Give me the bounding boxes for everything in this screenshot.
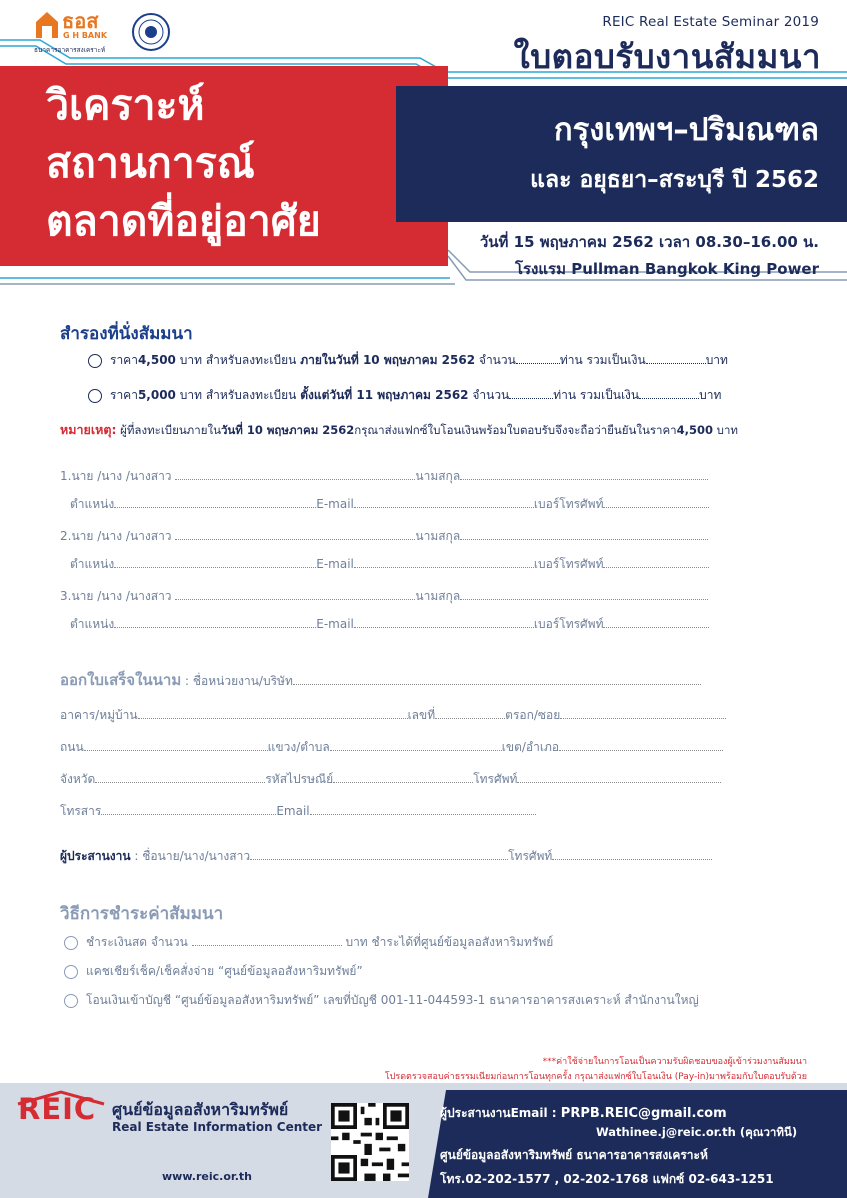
surname-field[interactable] bbox=[460, 469, 708, 480]
surname-field[interactable] bbox=[460, 589, 708, 600]
header bbox=[0, 0, 847, 300]
contact-email-2[interactable]: Wathinee.j@reic.or.th (คุณวาทินี) bbox=[596, 1125, 798, 1139]
name-label: 1.นาย /นาง /นางสาว bbox=[60, 469, 172, 483]
reserve-option-2[interactable] bbox=[88, 386, 721, 405]
attendee-1-name-row bbox=[60, 467, 708, 486]
opt2-deadline: ตั้งแต่วันที่ 11 พฤษภาคม 2562 bbox=[300, 388, 469, 402]
position-field[interactable] bbox=[114, 557, 316, 568]
alley-field[interactable] bbox=[560, 708, 726, 719]
attendee-2-contact-row bbox=[70, 555, 709, 574]
opt1-total-field[interactable] bbox=[646, 353, 706, 364]
main-title-line-3: ตลาดที่อยู่อาศัย bbox=[46, 197, 321, 245]
attendee-3-name-row bbox=[60, 587, 708, 606]
postcode-field[interactable] bbox=[333, 772, 473, 783]
phone-field[interactable] bbox=[603, 497, 709, 508]
company-label: : ชื่อหน่วยงาน/บริษัท bbox=[181, 674, 293, 688]
alley-label: ตรอก/ซอย bbox=[505, 708, 561, 722]
subdistrict-field[interactable] bbox=[330, 740, 502, 751]
ghb-logo bbox=[34, 10, 138, 56]
coordinator-name-field[interactable] bbox=[250, 849, 508, 860]
reserve-note bbox=[60, 420, 738, 440]
opt1-text-a: ราคา bbox=[110, 353, 138, 367]
qr-code-icon bbox=[331, 1103, 409, 1181]
email-field[interactable] bbox=[354, 497, 534, 508]
opt1-price: 4,500 bbox=[137, 353, 176, 367]
invoice-road-row bbox=[60, 738, 723, 757]
transfer-label: โอนเงินเข้าบัญชี “ศูนย์ข้อมูลอสังหาริมทรัพย์” เลขที่บัญชี 001-11-044593-1 ธนาคารอาคารสงเคราะห์ สำนักงานใหญ่ bbox=[86, 993, 699, 1007]
coordinator-label: ผู้ประสานงาน bbox=[60, 849, 131, 863]
phone-label: เบอร์โทรศัพท์ bbox=[533, 557, 604, 571]
position-label: ตำแหน่ง bbox=[70, 557, 115, 571]
opt1-count-label: จำนวน bbox=[475, 353, 516, 367]
note-unit: บาท bbox=[713, 423, 739, 437]
event-venue: โรงแรม Pullman Bangkok King Power bbox=[514, 260, 819, 278]
fax-label: โทรสาร bbox=[60, 804, 102, 818]
building-label: อาคาร/หมู่บ้าน bbox=[60, 708, 138, 722]
note-text-a: ผู้ที่ลงทะเบียนภายใน bbox=[116, 423, 221, 437]
coordinator-row bbox=[60, 847, 712, 866]
invoice-province-row bbox=[60, 770, 721, 789]
note-label: หมายเหตุ: bbox=[60, 422, 117, 437]
coordinator-phone-field[interactable] bbox=[552, 849, 712, 860]
position-label: ตำแหน่ง bbox=[70, 497, 115, 511]
footer-note-2: โปรดตรวจสอบค่าธรรมเนียมก่อนการโอนทุกครั้ง กรุณาส่งแฟกซ์ใบโอนเงิน (Pay-in)มาพร้อมกับใบตอบรับด้วย bbox=[384, 1072, 807, 1082]
website-link[interactable]: www.reic.or.th bbox=[162, 1170, 252, 1183]
opt2-unit: บาท bbox=[699, 388, 722, 402]
phone-field[interactable] bbox=[603, 617, 709, 628]
opt1-text-b: บาท สำหรับลงทะเบียน bbox=[175, 353, 301, 367]
road-label: ถนน bbox=[60, 740, 84, 754]
surname-label: นามสกุล bbox=[415, 589, 461, 603]
invoice-phone-field[interactable] bbox=[517, 772, 721, 783]
road-field[interactable] bbox=[84, 740, 268, 751]
opt2-total-label: ท่าน รวมเป็นเงิน bbox=[553, 388, 640, 402]
company-field[interactable] bbox=[293, 674, 701, 685]
reserve-option-1[interactable] bbox=[88, 351, 728, 370]
cheque-label: แคชเชียร์เช็ค/เช็คสั่งจ่าย “ศูนย์ข้อมูลอสังหาริมทรัพย์” bbox=[86, 964, 363, 978]
opt2-text-b: บาท สำหรับลงทะเบียน bbox=[175, 388, 301, 402]
name-label: 3.นาย /นาง /นางสาว bbox=[60, 589, 172, 603]
payment-option-cheque[interactable] bbox=[64, 962, 363, 981]
payment-option-cash[interactable] bbox=[64, 933, 553, 952]
subdistrict-label: แขวง/ตำบล bbox=[267, 740, 330, 754]
attendee-1-contact-row bbox=[70, 495, 709, 514]
opt1-deadline: ภายในวันที่ 10 พฤษภาคม 2562 bbox=[300, 353, 476, 367]
email-field[interactable] bbox=[354, 557, 534, 568]
coordinator-name-label: : ชื่อนาย/นาง/นางสาว bbox=[130, 849, 251, 863]
main-title-line-2: สถานการณ์ bbox=[46, 139, 255, 187]
opt2-total-field[interactable] bbox=[639, 388, 699, 399]
reic-english-name: Real Estate Information Center bbox=[112, 1120, 323, 1134]
district-label: เขต/อำเภอ bbox=[501, 740, 560, 754]
opt2-text-a: ราคา bbox=[110, 388, 138, 402]
invoice-phone-label: โทรศัพท์ bbox=[473, 772, 518, 786]
ghb-house-icon bbox=[34, 10, 60, 40]
phone-field[interactable] bbox=[603, 557, 709, 568]
opt1-total-label: ท่าน รวมเป็นเงิน bbox=[559, 353, 646, 367]
cash-amount-field[interactable] bbox=[192, 935, 342, 946]
note-price: 4,500 bbox=[676, 423, 714, 437]
phone-label: เบอร์โทรศัพท์ bbox=[533, 617, 604, 631]
position-field[interactable] bbox=[114, 497, 316, 508]
building-field[interactable] bbox=[138, 708, 408, 719]
name-field[interactable] bbox=[175, 529, 415, 540]
payment-section-title: วิธีการชำระค่าสัมมนา bbox=[60, 904, 224, 924]
name-field[interactable] bbox=[175, 469, 415, 480]
note-date: วันที่ 10 พฤษภาคม 2562 bbox=[220, 423, 355, 437]
fax-field[interactable] bbox=[101, 804, 276, 815]
phone-line: โทร.02-202-1577 , 02-202-1768 แฟกซ์ 02-643-1251 bbox=[440, 1172, 774, 1186]
province-label: จังหวัด bbox=[60, 772, 96, 786]
district-field[interactable] bbox=[559, 740, 723, 751]
radio-icon[interactable] bbox=[64, 936, 78, 950]
opt2-count-label: จำนวน bbox=[468, 388, 510, 402]
radio-icon[interactable] bbox=[64, 994, 78, 1008]
ghb-subtitle: ธนาคารอาคารสงเคราะห์ bbox=[34, 46, 106, 54]
province-field[interactable] bbox=[95, 772, 265, 783]
cash-note: บาท ชำระได้ที่ศูนย์ข้อมูลอสังหาริมทรัพย์ bbox=[345, 935, 554, 949]
reic-thai-name: ศูนย์ข้อมูลอสังหาริมทรัพย์ bbox=[112, 1100, 289, 1119]
invoice-section-title: ออกใบเสร็จในนาม bbox=[60, 671, 182, 689]
main-title bbox=[46, 76, 446, 250]
email-label: E-mail bbox=[316, 557, 354, 571]
opt1-count-field[interactable] bbox=[516, 353, 560, 364]
opt2-price: 5,000 bbox=[137, 388, 176, 402]
note-text-c: กรุณาส่งแฟกซ์ใบโอนเงินพร้อมใบตอบรับจึงจะถือว่ายืนยันในราคา bbox=[354, 423, 677, 437]
invoice-email-field[interactable] bbox=[310, 804, 536, 815]
radio-icon[interactable] bbox=[64, 965, 78, 979]
opt1-unit: บาท bbox=[705, 353, 728, 367]
surname-label: นามสกุล bbox=[415, 469, 461, 483]
radio-icon[interactable] bbox=[88, 389, 102, 403]
contact-email-row bbox=[440, 1104, 727, 1123]
cash-label: ชำระเงินสด จำนวน bbox=[86, 935, 188, 949]
ghb-bank: G H BANK bbox=[63, 31, 108, 40]
seminar-subtitle: REIC Real Estate Seminar 2019 bbox=[602, 14, 819, 30]
reserve-section-title: สำรองที่นั่งสัมมนา bbox=[60, 324, 193, 344]
footer-note-1: ***ค่าใช้จ่ายในการโอนเป็นความรับผิดชอบของผู้เข้าร่วมงานสัมมนา bbox=[542, 1057, 807, 1067]
surname-field[interactable] bbox=[460, 529, 708, 540]
region-line-2: และ อยุธยา–สระบุรี ปี 2562 bbox=[530, 167, 819, 193]
opt2-count-field[interactable] bbox=[509, 388, 553, 399]
number-field[interactable] bbox=[435, 708, 505, 719]
position-label: ตำแหน่ง bbox=[70, 617, 115, 631]
seal-logo-icon bbox=[132, 13, 170, 51]
reic-logo-text: REIC bbox=[18, 1092, 97, 1126]
ghb-name: ธอส bbox=[62, 9, 99, 33]
surname-label: นามสกุล bbox=[415, 529, 461, 543]
contact-email-link[interactable]: PRPB.REIC@gmail.com bbox=[560, 1106, 727, 1121]
name-label: 2.นาย /นาง /นางสาว bbox=[60, 529, 172, 543]
phone-label: เบอร์โทรศัพท์ bbox=[533, 497, 604, 511]
main-title-line-1: วิเคราะห์ bbox=[46, 81, 205, 129]
seminar-title: ใบตอบรับงานสัมมนา bbox=[513, 37, 821, 76]
radio-icon[interactable] bbox=[88, 354, 102, 368]
postcode-label: รหัสไปรษณีย์ bbox=[265, 772, 334, 786]
email-field[interactable] bbox=[354, 617, 534, 628]
invoice-company-row bbox=[60, 668, 701, 692]
coordinator-phone-label: โทรศัพท์ bbox=[508, 849, 553, 863]
number-label: เลขที่ bbox=[407, 708, 436, 722]
position-field[interactable] bbox=[114, 617, 316, 628]
payment-option-transfer[interactable] bbox=[64, 991, 699, 1010]
name-field[interactable] bbox=[175, 589, 415, 600]
invoice-fax-row bbox=[60, 802, 536, 821]
email-label: E-mail bbox=[316, 617, 354, 631]
email-label: E-mail bbox=[316, 497, 354, 511]
invoice-building-row bbox=[60, 706, 726, 725]
attendee-3-contact-row bbox=[70, 615, 709, 634]
contact-label: ผู้ประสานงานEmail : bbox=[440, 1106, 557, 1120]
invoice-email-label: Email bbox=[276, 804, 310, 818]
region-line-1: กรุงเทพฯ–ปริมณฑล bbox=[553, 112, 819, 148]
org-line: ศูนย์ข้อมูลอสังหาริมทรัพย์ ธนาคารอาคารสงเคราะห์ bbox=[440, 1148, 708, 1162]
event-date: วันที่ 15 พฤษภาคม 2562 เวลา 08.30–16.00 น. bbox=[479, 233, 819, 251]
attendee-2-name-row bbox=[60, 527, 708, 546]
